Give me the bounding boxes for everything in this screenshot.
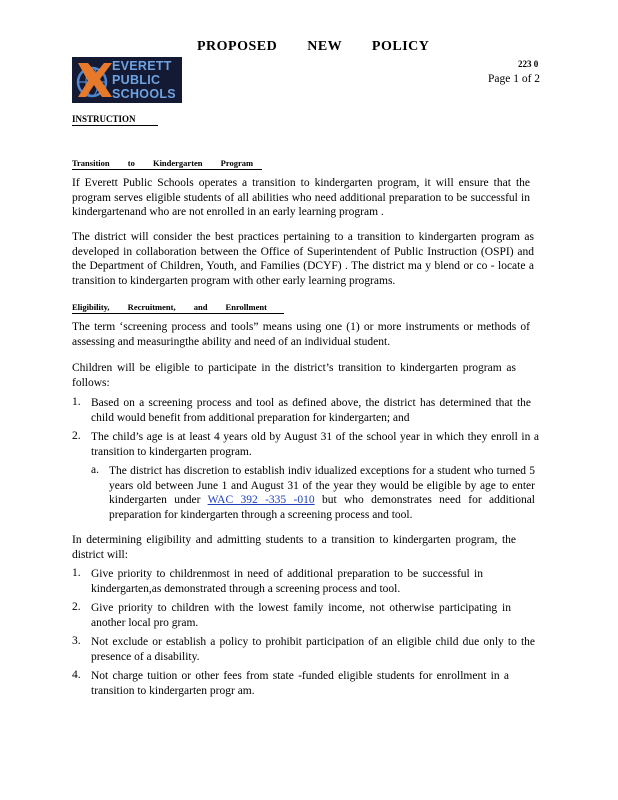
paragraph-best-practices: The district will consider the best practices pertaining to a transition to kindergarten program as developed in collaboration between the Office of Superintendent of Public Instruction (OSPI) and the Department of Children, Youth, and Families (DCYF) . The district ma y blend or co - locate a transition to kindergarten program with other early learning programs. <box>72 231 534 287</box>
list-item: The child’s age is at least 4 years old by August 31 of the school year in which they enroll in a transition to kindergarten program. <box>91 431 539 458</box>
paragraph-eligible-intro: Children will be eligible to participate in the district’s transition to kindergarten program as follows: <box>72 362 516 389</box>
list-item: Based on a screening process and tool as defined above, the district has determined that the child would benefit from additional preparation for kindergarten; and <box>91 397 531 424</box>
sub-list-item <box>109 464 535 522</box>
list-item-number: 1. <box>72 567 81 579</box>
subheading-transition: Transition to Kindergarten Program <box>72 158 262 170</box>
list-item-number: 4. <box>72 669 81 681</box>
page-indicator: Page 1 of 2 <box>488 73 541 85</box>
page-title: PROPOSED NEW POLICY <box>197 39 430 54</box>
subheading-eligibility: Eligibility, Recruitment, and Enrollment <box>72 302 284 314</box>
logo-line-1: EVERETT <box>112 59 172 73</box>
list-item-number: 3. <box>72 635 81 647</box>
list-item: Not exclude or establish a policy to prohibit participation of an eligible child due only to the presence of a disability. <box>91 636 535 663</box>
sub-item-text-before: The district has discretion to establish indiv idualized exceptions for a student who turned 5 years old between June 1 and August 31 of the year they would be eligible by age to enter kindergarten under <box>109 465 535 506</box>
list-item: Give priority to childrenmost in need of additional preparation to be successful in kindergarten,as demonstrated through a screening process and tool. <box>91 568 483 595</box>
list-item: Not charge tuition or other fees from state -funded eligible students for enrollment in a transition to kindergarten progr am. <box>91 670 509 697</box>
sub-list-item-number: a. <box>91 464 99 476</box>
section-label: INSTRUCTION <box>72 114 158 126</box>
policy-number: 223 0 <box>518 59 539 69</box>
district-logo <box>72 57 182 103</box>
paragraph-operates: If Everett Public Schools operates a transition to kindergarten program, it will ensure that the program serves eligible students of all abilities who need additional preparation to be successful in kindergartenand who are not enrolled in an early learning program . <box>72 177 530 218</box>
list-item-number: 1. <box>72 396 81 408</box>
paragraph-determining: In determining eligibility and admitting students to a transition to kindergarten program, the district will: <box>72 534 516 561</box>
logo-line-3: SCHOOLS <box>112 87 176 101</box>
list-item: Give priority to children with the lowest family income, not otherwise participating in another local pro gram. <box>91 602 511 629</box>
logo-line-2: PUBLIC <box>112 73 161 87</box>
paragraph-screening-definition: The term ‘screening process and tools” means using one (1) or more instruments or methods of assessing and measuringthe ability and need of an individual student. <box>72 321 530 348</box>
sub-item-text-after: but who demonstrates need for additional preparation for kindergarten through a screening process and tool. <box>109 494 535 521</box>
list-item-number: 2. <box>72 430 81 442</box>
globe-icon <box>74 59 114 101</box>
list-item-number: 2. <box>72 601 81 613</box>
wac-link[interactable]: WAC 392 -335 -010 <box>207 494 315 506</box>
